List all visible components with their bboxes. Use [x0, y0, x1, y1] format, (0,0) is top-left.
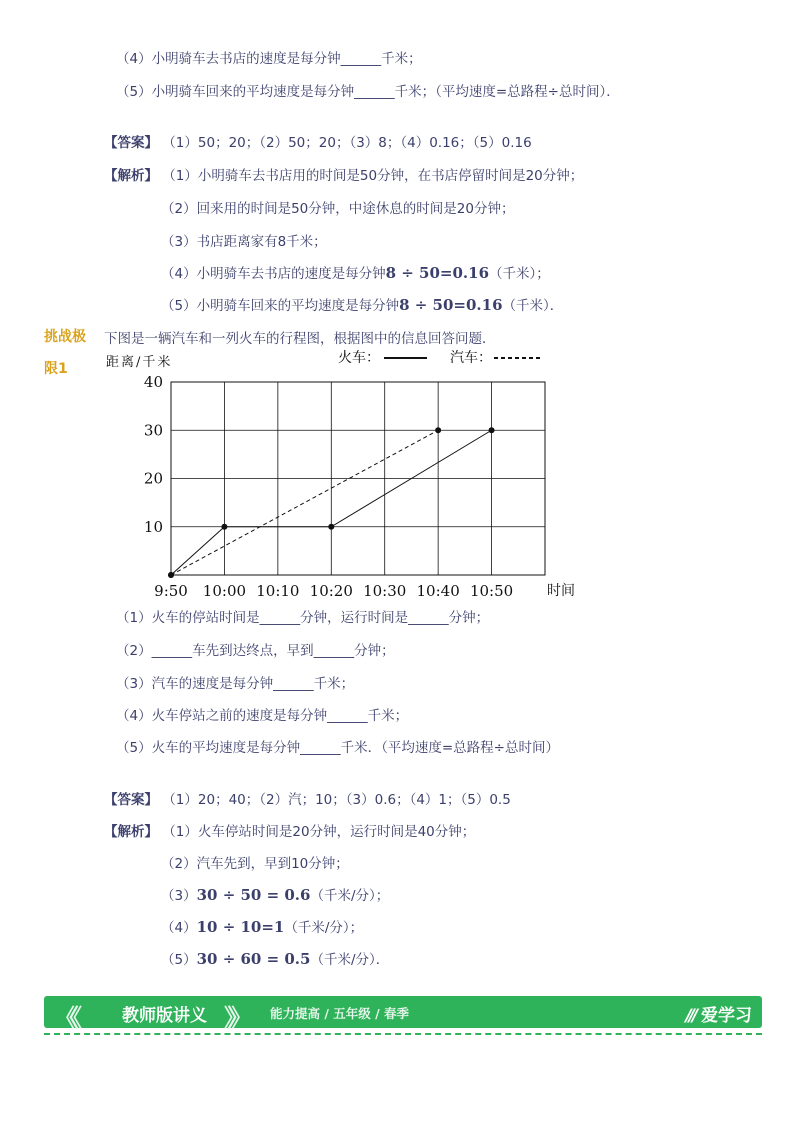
x-tick-label: 10:00: [202, 582, 247, 600]
question-2-1: （1）火车的停站时间是______分钟，运行时间是______分钟；: [116, 610, 490, 626]
x-axis-label: 时间: [547, 583, 575, 599]
question-2-3: （3）汽车的速度是每分钟______千米；: [116, 676, 355, 692]
data-point: [168, 572, 174, 578]
analysis-line: [161, 916, 363, 936]
analysis-block-1: [104, 164, 583, 184]
analysis-tag: 【解析】: [104, 168, 158, 184]
x-tick-label: 9:50: [154, 582, 188, 600]
question-5: （5）小明骑车回来的平均速度是每分钟______千米；（平均速度=总路程÷总时间）．: [116, 84, 620, 100]
chevron-left-icon: 《《: [54, 1004, 74, 1032]
challenge-intro: 下图是一辆汽车和一列火车的行程图，根据图中的信息回答问题．: [104, 331, 496, 347]
data-point: [328, 524, 334, 530]
question-2-2: （2）______车先到达终点，早到______分钟；: [116, 643, 395, 659]
analysis-unit: （千米）．: [502, 298, 564, 314]
answer-text: （1）50；20；（2）50；20；（3）8；（4）0.16；（5）0.16: [162, 135, 532, 151]
data-point: [435, 427, 441, 433]
analysis-unit: （千米）；: [489, 266, 550, 282]
answer-block-1: [104, 131, 532, 151]
footer-logo: [685, 1001, 752, 1026]
answer-tag: 【答案】: [104, 792, 158, 808]
chevron-right-icon: 》》: [224, 1004, 244, 1032]
y-axis-label: 距离/千米: [106, 355, 173, 370]
analysis-line: （1）小明骑车去书店用的时间是50分钟，在书店停留时间是20分钟；: [162, 168, 584, 184]
y-tick-label: 40: [143, 373, 163, 391]
formula: 10 ÷ 10=1: [196, 918, 285, 936]
x-tick-label: 10:10: [256, 582, 300, 600]
data-point: [489, 427, 495, 433]
answer-tag: 【答案】: [104, 135, 158, 151]
analysis-line: [161, 884, 389, 904]
analysis-line: [161, 262, 550, 282]
answer-block-2: [104, 788, 511, 808]
analysis-unit: （千米/分）．: [310, 952, 390, 968]
x-ticks: [154, 582, 513, 600]
data-point: [221, 524, 227, 530]
footer-breadcrumb: 能力提高 / 五年级 / 春季: [270, 1006, 410, 1021]
series-line-car: [171, 430, 438, 575]
legend-train-label: 火车：: [338, 350, 380, 366]
analysis-text: （5）小明骑车回来的平均速度是每分钟: [161, 298, 400, 314]
grid: [171, 382, 545, 575]
question-4: （4）小明骑车去书店的速度是每分钟______千米；: [116, 51, 422, 67]
logo-text: 爱学习: [701, 1006, 752, 1026]
analysis-line: （3）书店距离家有8千米；: [161, 234, 327, 250]
analysis-block-2: [104, 820, 475, 840]
analysis-text: （4）: [161, 920, 197, 936]
y-tick-label: 10: [143, 517, 163, 536]
y-ticks: [144, 373, 163, 536]
analysis-text: （4）小明骑车去书店的速度是每分钟: [161, 266, 386, 282]
analysis-unit: （千米/分）；: [310, 888, 390, 904]
analysis-unit: （千米/分）；: [284, 920, 364, 936]
footer-divider: [44, 1033, 762, 1035]
analysis-line: [161, 948, 389, 968]
analysis-text: （3）: [161, 888, 197, 904]
answer-text: （1）20；40；（2）汽；10；（3）0.6；（4）1；（5）0.5: [162, 792, 511, 808]
legend-car-label: 汽车：: [450, 350, 492, 366]
formula: 30 ÷ 50 = 0.6: [196, 886, 311, 904]
x-tick-label: 10:30: [363, 582, 407, 600]
y-tick-label: 20: [143, 469, 163, 488]
analysis-text: （5）: [161, 952, 197, 968]
y-tick-label: 30: [143, 421, 163, 440]
formula: 8 ÷ 50=0.16: [399, 296, 503, 314]
analysis-line: （1）火车停站时间是20分钟，运行时间是40分钟；: [162, 824, 476, 840]
x-tick-label: 10:40: [416, 582, 460, 600]
x-tick-label: 10:20: [309, 582, 353, 600]
travel-chart: [100, 344, 600, 606]
challenge-tag: 挑战极: [44, 329, 86, 345]
footer-bar: [44, 996, 762, 1032]
footer-brand: 教师版讲义: [122, 1006, 207, 1026]
analysis-line: [161, 294, 563, 314]
formula: 30 ÷ 60 = 0.5: [196, 950, 311, 968]
formula: 8 ÷ 50=0.16: [385, 264, 490, 282]
logo-icon: ///: [685, 1006, 696, 1026]
question-2-5: （5）火车的平均速度是每分钟______千米．（平均速度=总路程÷总时间）: [116, 740, 559, 756]
analysis-line: （2）汽车先到，早到10分钟；: [161, 856, 349, 872]
challenge-tag-2: 限1: [44, 361, 68, 377]
analysis-tag: 【解析】: [104, 824, 158, 840]
x-tick-label: 10:50: [469, 582, 514, 600]
analysis-line: （2）回来用的时间是50分钟，中途休息的时间是20分钟；: [161, 201, 515, 217]
question-2-4: （4）火车停站之前的速度是每分钟______千米；: [116, 708, 409, 724]
